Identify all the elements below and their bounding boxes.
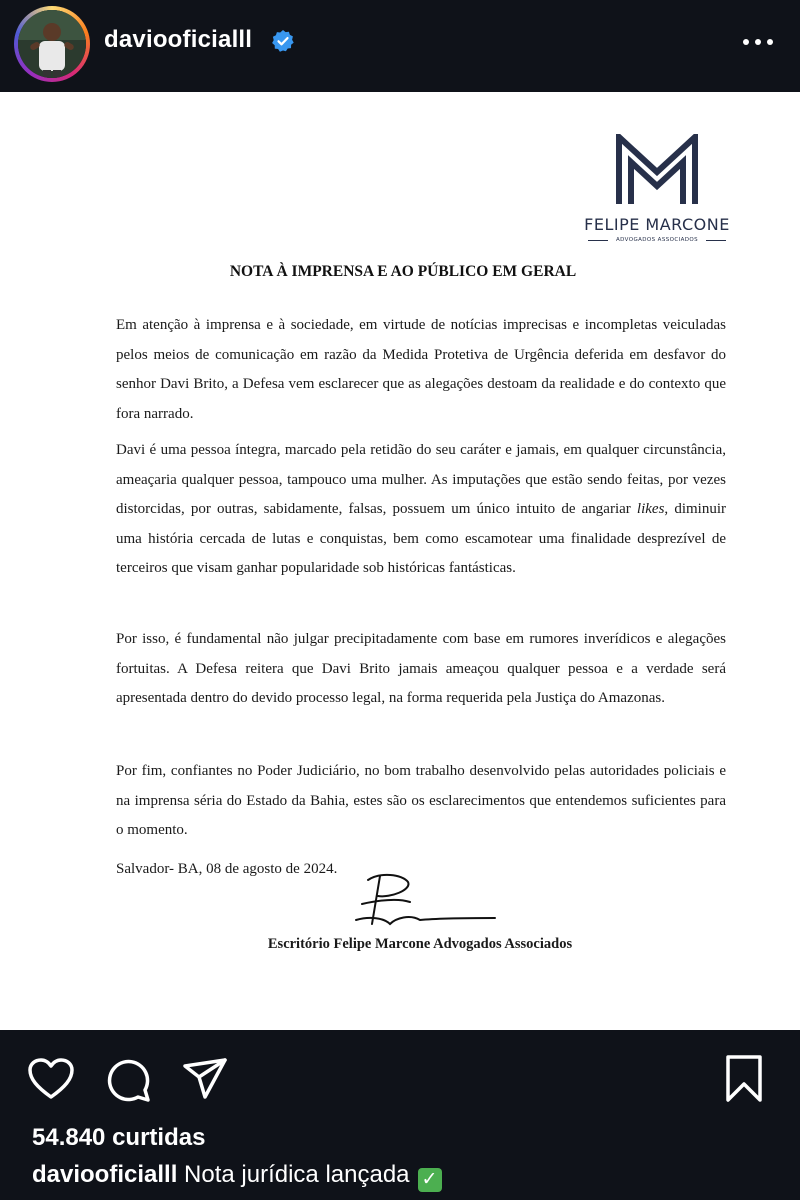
bookmark-icon[interactable] — [722, 1054, 766, 1104]
check-mark-icon: ✓ — [418, 1168, 442, 1192]
likes-count[interactable]: 54.840 curtidas — [32, 1124, 206, 1151]
post-actions — [0, 1030, 800, 1200]
caption — [32, 1161, 442, 1192]
signatory: Escritório Felipe Marcone Advogados Associados — [267, 936, 573, 952]
document-title: NOTA À IMPRENSA E AO PÚBLICO EM GERAL — [229, 263, 577, 280]
signature-icon — [350, 868, 500, 938]
paragraph-2-likes: likes — [636, 501, 665, 517]
comment-icon[interactable] — [104, 1057, 152, 1103]
document-paragraph-2 — [116, 436, 726, 584]
avatar[interactable] — [18, 10, 86, 78]
firm-logo-icon — [616, 134, 698, 204]
place-date: Salvador- BA, 08 de agosto de 2024. — [116, 861, 338, 877]
avatar-story-ring[interactable] — [14, 6, 90, 82]
caption-username[interactable]: daviooficialll — [32, 1161, 178, 1188]
post-header — [0, 0, 800, 92]
firm-name: FELIPE MARCONE — [584, 215, 730, 234]
more-options-icon[interactable] — [738, 22, 778, 62]
paragraph-2-part-1: Davi é uma pessoa íntegra, marcado pela retidão do seu caráter e jamais, em qualquer circunstância, ameaçaria qualquer pessoa, tampouco uma mulher. As imputações que estão sendo feitas, por vezes distorcidas, por outras, sabidamente, falsas, possuem um único intuito de angariar — [116, 442, 726, 517]
heart-icon[interactable] — [27, 1057, 75, 1101]
document-paragraph-1: Em atenção à imprensa e à sociedade, em virtude de notícias imprecisas e incompletas veiculadas pelos meios de comunicação em razão da Medida Protetiva de Urgência deferida em desfavor do senhor Davi Brito, a Defesa vem esclarecer que as alegações destoam da realidade e do contexto que fora narrado. — [116, 317, 726, 422]
username[interactable]: daviooficialll — [104, 26, 253, 53]
caption-text: Nota jurídica lançada — [184, 1161, 410, 1188]
document-paragraph-3: Por isso, é fundamental não julgar precipitadamente com base em rumores inverídicos e alegações fortuitas. A Defesa reitera que Davi Brito jamais ameaçou qualquer pessoa e a verdade será apresentada dentro do devido processo legal, na forma requerida pela Justiça do Amazonas. — [116, 631, 726, 706]
document-paragraph-4: Por fim, confiantes no Poder Judiciário, no bom trabalho desenvolvido pelas autoridades policiais e na imprensa séria do Estado da Bahia, estes são os esclarecimentos que entendemos suficientes para o momento. — [116, 763, 726, 838]
verified-badge-icon — [271, 29, 295, 53]
firm-subtitle: ADVOGADOS ASSOCIADOS — [615, 237, 699, 243]
paragraph-2-part-2: , diminuir uma história cercada de lutas e conquistas, bem como escamotear uma finalidade desprezível de terceiros que visam ganhar popularidade sob históricas fantásticas. — [116, 501, 726, 576]
send-icon[interactable] — [182, 1057, 228, 1101]
firm-sub-divider-right — [706, 240, 726, 241]
